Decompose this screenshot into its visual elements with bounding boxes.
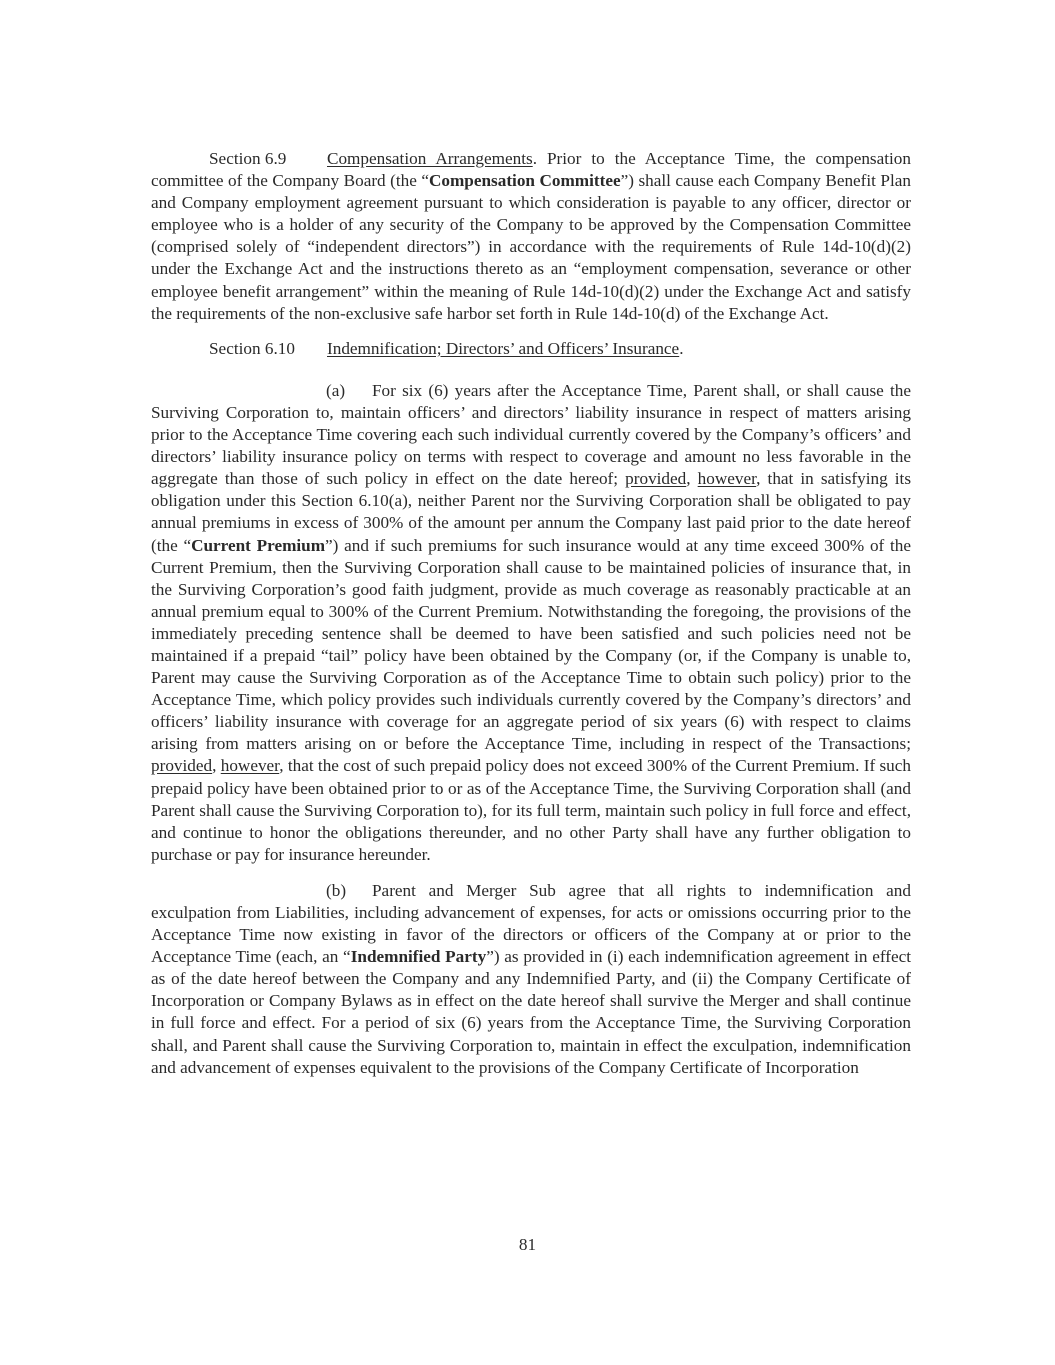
section-6-10-heading-line: Section 6.10 Indemnification; Directors’ and Officers’ Insurance. (151, 338, 911, 360)
defined-term-current-premium: Current Premium (191, 535, 326, 555)
defined-term-compensation-committee: Compensation Committee (428, 171, 621, 191)
paragraph-a-label: (a) (326, 380, 346, 400)
paragraph-b: (b) Parent and Merger Sub agree that all rights to indemnification and exculpation from Liabilities, including advancement of expenses, for acts or omissions occurring prior to the Acceptance Time now existing in favor of the directors or officers of the Company at or prior to the Acceptance Time (each, an “Indemnified Party”) as provided in (i) each indemnification agreement in effect as of the date hereof between the Company and any Indemnified Party, and (ii) the Company Certificate of Incorporation or Company Bylaws as in effect on the date hereof shall survive the Merger and shall continue in full force and effect. For a period of six (6) years from the Acceptance Time, the Surviving Corporation shall, and Parent shall cause the Surviving Corporation to, maintain in effect the exculpation, indemnification and advancement of expenses equivalent to the provisions of the Company Certificate of Incorporation (151, 880, 912, 1077)
however-term: however (220, 756, 280, 776)
provided-term: provided (625, 469, 687, 489)
section-6-10-number: Section 6.10 (209, 338, 295, 358)
document-body (151, 148, 911, 1079)
paragraph-b-label: (b) (326, 880, 347, 900)
section-6-9-heading: Compensation Arrangements (327, 149, 533, 168)
defined-term-indemnified-party: Indemnified Party (350, 947, 487, 967)
however-term: however (697, 469, 757, 489)
provided-term: provided (151, 756, 213, 776)
paragraph-a: (a) For six (6) years after the Acceptance Time, Parent shall, or shall cause the Surviving Corporation to, maintain officers’ and directors’ liability insurance in respect of matters arising prior to the Acceptance Time covering each such individual currently covered by the Company’s officers’ and directors’ liability insurance policy on terms with respect to coverage and amount no less favorable in the aggregate than those of such policy in effect on the date hereof; provided, however, that in satisfying its obligation under this Section 6.10(a), neither Parent nor the Surviving Corporation shall be obligated to pay annual premiums in excess of 300% of the amount per annum the Company last paid prior to the date hereof (the “Current Premium”) and if such premiums for such insurance would at any time exceed 300% of the Current Premium, then the Surviving Corporation shall cause to be maintained policies of insurance that, in the Surviving Corporation’s good faith judgment, provide as much coverage as reasonably practicable at an annual premium equal to 300% of the Current Premium. Notwithstanding the foregoing, the provisions of the immediately preceding sentence shall be deemed to have been satisfied and such policies need not be maintained if a prepaid “tail” policy have been obtained by the Company (or, if the Company is unable to, Parent may cause the Surviving Corporation as of the Acceptance Time to obtain such policy) prior to the Acceptance Time, which policy provides such individuals currently covered by the Company’s directors’ and officers’ liability insurance with coverage for an aggregate period of six years (6) with respect to claims arising from matters arising on or before the Acceptance Time, including in respect of the Transactions; provided, however, that the cost of such prepaid policy does not exceed 300% of the Current Premium. If such prepaid policy have been obtained prior to or as of the Acceptance Time, the Surviving Corporation shall (and Parent shall cause the Surviving Corporation to), for its full term, maintain such policy in full force and effect, and continue to honor the obligations thereunder, and no other Party shall have any further obligation to purchase or pay for insurance hereunder. (151, 380, 912, 864)
page-number: 81 (518, 1235, 537, 1254)
section-6-9-number: Section 6.9 (209, 149, 287, 168)
section-6-9-paragraph: Section 6.9 Compensation Arrangements. Prior to the Acceptance Time, the compensation committee of the Company Board (the “Compensation Committee”) shall cause each Company Benefit Plan and Company employment agreement pursuant to which consideration is payable to any officer, director or employee who is a holder of any security of the Company to be approved by the Compensation Committee (comprised solely of “independent directors”) in accordance with the requirements of Rule 14d-10(d)(2) under the Exchange Act and the instructions thereto as an “employment compensation, severance or other employee benefit arrangement” within the meaning of Rule 14d-10(d)(2) under the Exchange Act and satisfy the requirements of the non-exclusive safe harbor set forth in Rule 14d-10(d) of the Exchange Act. (151, 149, 911, 323)
section-6-10-heading: Indemnification; Directors’ and Officers’ Insurance (327, 338, 680, 358)
